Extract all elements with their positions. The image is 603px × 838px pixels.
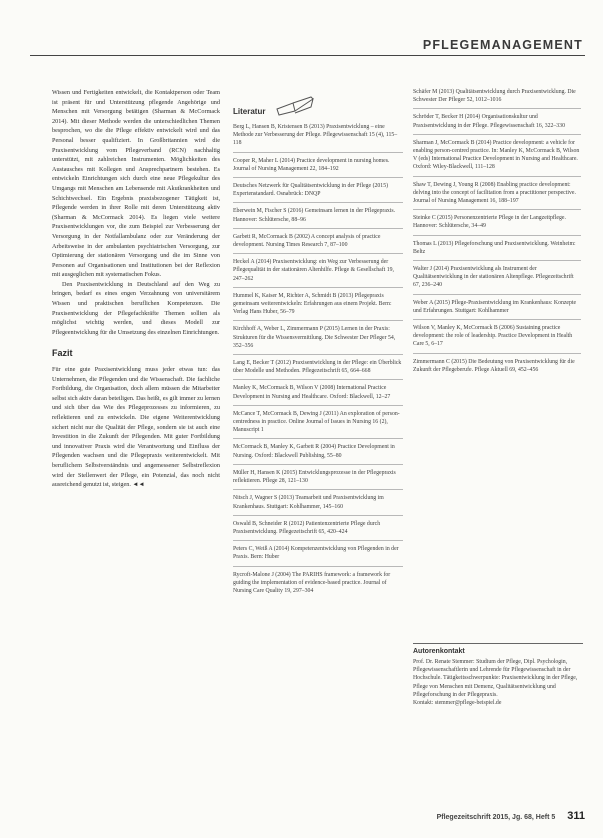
body-paragraph: Wissen und Fertigkeiten entwickelt, die Kontaktperson oder Team ist präsent für und Unterstützung pflegende Angehörige und Menschen mit Versorgung betätigen (Sharman & McCormack 2014). Mit dieser Methode werden die unterschiedlichen Themen besprochen, wo die die Pflege effektiv entwickelt wird und das Personal besser qualifiziert. In Großbritannien wird die Praxisentwicklung vom Pflegeverband (RCN) nachhaltig unterstützt, mit zahlreichen Instrumenten. Möglichkeiten des Austausches mit Kollegen und Ansprechpartnern bestehen. Es entwickeln Einrichtungen sich durch eine neue Pflegekultur des Umgangs mit Menschen am Lebensende mit Akutkrankheiten und Schichtwechsel. Ein Ergebnis praxisbezogener Tätigkeit ist, Pflegende werden in ihrer Rolle mit deren Unterstützung aktiv (Sharman & McCormack 2014). Es liegen viele weitere Praxisentwicklungen vor, die zum Beispiel zur Verbesserung der Versorgung in der Notfallambulanz oder zur Veränderung der Arbeitsweise in der ambulanten psychiatrischen Versorgung, zur Optimierung der stationären Versorgung und die im Sinne von Personen auf Organisationen und Institutionen bei der Reflexion mit ausgeglichen mit systematischen Fokus. [52, 89, 220, 279]
reference-entry: Schröder T, Becker H (2014) Organisationskultur und Praxisentwicklung in der Pflege. Pflegewissenschaft 16, 322–330 [413, 113, 581, 134]
conclusion-paragraph: Für eine gute Praxisentwicklung muss jeder etwas tun: das Unternehmen, die Pflegenden und die Wissenschaft. Die fachliche Fortbildung, die Organisation, doch allem müssen die Mitarbeiter selbst sich aktiv daran beteiligen. Das heißt, es gilt immer zu lernen und sich über das Wie des Pflegeprozesses zu informieren, zu reflektieren und zu entwickeln. Die eigene Weiterentwicklung sichert nicht nur die Qualität der Pflege, sondern sie ist auch eine Investition in die Zukunft der Pflegenden. Mit guter Fortbildung und innovativer Praxis wird die Verantwortung und Einfluss der Pflegenden wachsen und die Pflegepraxis weiterentwickelt. Mit beruflichem Selbstverständnis und angemessener Selbstreflexion wird der Stellenwert der Pflege, ein Potenzial, das noch nicht ausreichend genutzt ist, steigen. ◄◄ [52, 366, 220, 489]
reference-entry: Cooper R, Maher L (2014) Practice development in nursing homes. Journal of Nursing Management 22, 184–192 [233, 157, 403, 178]
reference-entry: Peters C, Weiß A (2014) Kompetenzentwicklung von Pflegenden in der Praxis. Bern: Huber [233, 545, 403, 566]
author-contact-box [413, 643, 583, 707]
author-bio: Prof. Dr. Renate Stemmer: Studium der Pflege, Dipl. Psychologin, Pflegewissenschaftlerin und Lehrende für Pflegewissenschaft in der Hochschule. Tätigkeitsschwerpunkte: Praxisentwicklung in der Pflege, Pflege von Menschen mit Demenz, Qualitätsentwicklung und Pflegeforschung in der Pflegepraxis. [413, 659, 578, 698]
page-footer [437, 810, 585, 822]
journal-citation: Pflegezeitschrift 2015, Jg. 68, Heft 5 [436, 814, 556, 821]
literature-heading: Literatur [233, 107, 266, 117]
reference-entry: Berg L, Hansen B, Kristensen B (2013) Praxisentwicklung – eine Methode zur Verbesserung der Pflege. Pflegewissenschaft 15 (4), 115–118 [233, 123, 403, 153]
book-icon [275, 95, 315, 117]
reference-entry: Sharman J, McCormack B (2014) Practice development: a vehicle for enabling person-centred practice. In: Manley K, McCormack B, Wilson V (eds) International Practice Development in Nursing and Healthcare. Oxford: Wiley-Blackwell, 111–128 [413, 139, 581, 177]
reference-entry: Heckel A (2014) Praxisentwicklung: ein Weg zur Verbesserung der Pflegequalität in der stationären Altenhilfe. Pflege & Gesellschaft 19, 247–262 [233, 258, 403, 288]
author-box-heading: Autorenkontakt [413, 648, 465, 655]
conclusion-heading: Fazit [52, 348, 73, 359]
reference-entry: Thomas L (2013) Pflegeforschung und Praxisentwicklung. Weinheim: Beltz [413, 240, 581, 261]
reference-entry: Garbett R, McCormack B (2002) A concept analysis of practice development. Nursing Times Research 7, 87–100 [233, 233, 403, 254]
reference-list [413, 88, 581, 378]
page-number: 311 [567, 810, 585, 822]
reference-entry: Wilson V, Manley K, McCormack B (2006) Sustaining practice development: the role of leadership. Practice Development in Health Care 5, 6–17 [413, 324, 581, 354]
reference-entry: Hummel K, Kaiser M, Richter A, Schmidt B (2013) Pflegepraxis gemeinsam weiterentwickeln: Erfahrungen aus einem Projekt. Bern: Verlag Hans Huber, 56–79 [233, 292, 403, 322]
column-literature-continued [413, 88, 581, 382]
body-paragraph: Den Praxisentwicklung in Deutschland auf den Weg zu bringen, bedarf es eines engen Verzahnung von universitärem Wissen und praktischen beruflichen Kompetenzen. Die Praxisentwicklung der Pflegefachkräfte Themen sollten als möglichst wichtig werden, und dieses Modell zur Pflegeentwicklung für die Umsetzung des einzelnen Einrichtungen. [52, 280, 220, 336]
reference-entry: McCance T, McCormack B, Dewing J (2011) An exploration of person-centredness in practice. Online Journal of Issues in Nursing 16 (2), Manuscript 1 [233, 410, 403, 440]
author-contact-email: Kontakt: stemmer@pflege-beispiel.de [413, 700, 502, 707]
header-rule [30, 55, 585, 56]
reference-entry: Lang E, Becker T (2012) Praxisentwicklung in der Pflege: ein Überblick über Modelle und Methoden. Pflegezeitschrift 65, 664–668 [233, 359, 403, 380]
reference-entry: Zimmermann C (2015) Die Bedeutung von Praxisentwicklung für die Zukunft der Pflegeberufe. Pflege Aktuell 69, 452–456 [413, 358, 575, 373]
reference-entry: Manley K, McCormack B, Wilson V (2008) International Practice Development in Nursing and Healthcare. Oxford: Blackwell, 12–27 [233, 384, 403, 405]
reference-entry: Rycroft-Malone J (2004) The PARIHS framework: a framework for guiding the implementation of evidence-based practice. Journal of Nursing Care Quality 19, 297–304 [233, 571, 391, 594]
reference-entry: Deutsches Netzwerk für Qualitätsentwicklung in der Pflege (2015) Expertenstandard. Osnabrück: DNQP [233, 182, 403, 203]
reference-entry: Eberwein M, Fischer S (2016) Gemeinsam lernen in der Pflegepraxis. Hannover: Schlütersche, 88–96 [233, 207, 403, 228]
column-literature [233, 95, 403, 603]
reference-entry: Kirchhoff A, Weber L, Zimmermann P (2015) Lernen in der Praxis: Strukturen für die Wissensvermittlung. Die Schwester Der Pfleger 54, 352–356 [233, 325, 403, 355]
literature-heading-row [233, 95, 403, 117]
reference-entry: Müller H, Hansen K (2015) Entwicklungsprozesse in der Pflegepraxis reflektieren. Pflege 28, 121–130 [233, 469, 403, 490]
column-body-text [52, 88, 220, 490]
reference-entry: Steinke C (2015) Personenzentrierte Pflege in der Langzeitpflege. Hannover: Schlütersche, 34–49 [413, 214, 581, 235]
reference-entry: Nitsch J, Wagner S (2013) Teamarbeit und Praxisentwicklung im Krankenhaus. Stuttgart: Kohlhammer, 145–160 [233, 494, 403, 515]
reference-entry: McCormack B, Manley K, Garbett R (2004) Practice Development in Nursing. Oxford: Blackwell Publishing, 55–80 [233, 443, 403, 464]
page-header-title: PFLEGEMANAGEMENT [422, 38, 583, 52]
reference-entry: Oswald B, Schneider R (2012) Patientenzentrierte Pflege durch Praxisentwicklung. Pflegezeitschrift 65, 420–424 [233, 520, 403, 541]
reference-entry: Weber A (2015) Pflege-Praxisentwicklung im Krankenhaus: Konzepte und Erfahrungen. Stuttgart: Kohlhammer [413, 299, 581, 320]
reference-entry: Schäfer M (2013) Qualitätsentwicklung durch Praxisentwicklung. Die Schwester Der Pfleger 52, 1012–1016 [413, 88, 581, 109]
reference-entry: Shaw T, Dewing J, Young R (2008) Enabling practice development: delving into the concept of facilitation from a practitioner perspective. Journal of Nursing Management 16, 188–197 [413, 181, 581, 211]
reference-list [233, 123, 403, 599]
reference-entry: Walter J (2014) Praxisentwicklung als Instrument der Qualitätsentwicklung in der stationären Altenpflege. Pflegezeitschrift 67, 236–240 [413, 265, 581, 295]
